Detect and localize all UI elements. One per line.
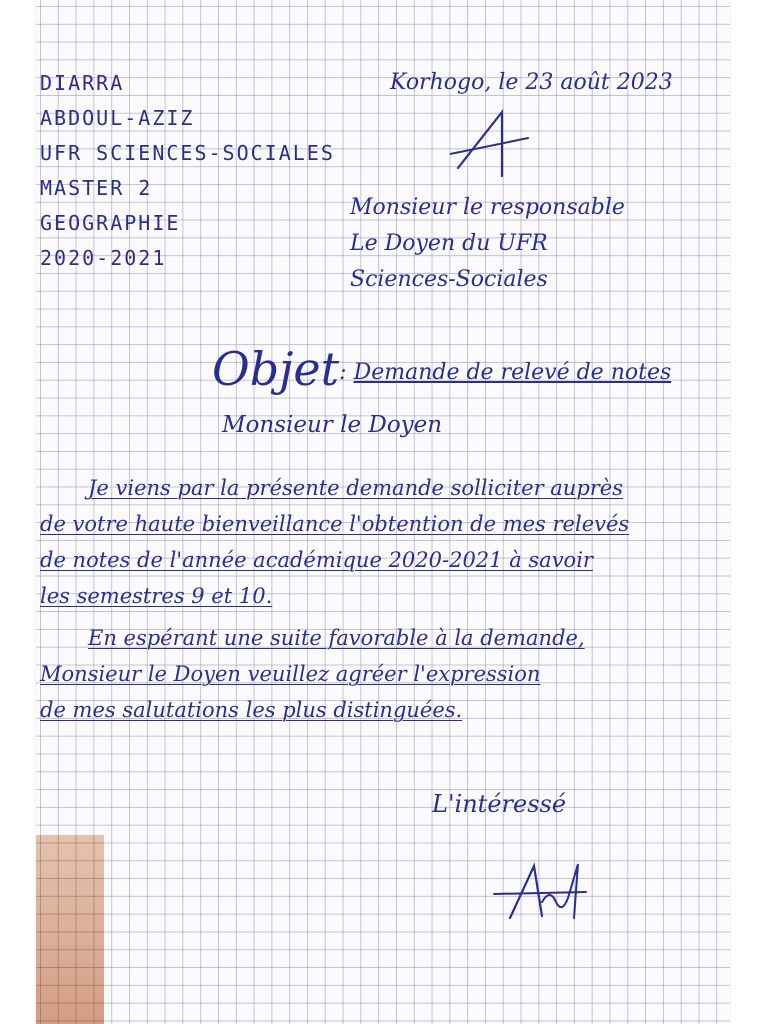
sender-line: DIARRA — [40, 71, 125, 95]
paper-stain — [36, 835, 104, 1024]
sender-line: UFR SCIENCES-SOCIALES — [40, 141, 335, 165]
recipient-line: Monsieur le responsable — [350, 195, 625, 220]
signature — [490, 858, 600, 928]
closing-text: L'intéressé — [432, 790, 567, 818]
letter-date: Korhogo, le 23 août 2023 — [390, 70, 673, 95]
recipient-line: Le Doyen du UFR — [350, 231, 548, 256]
subject-separator: : — [339, 360, 347, 385]
subject-line — [212, 342, 671, 396]
body-line: de notes de l'année académique 2020-2021 à savoir — [40, 548, 593, 572]
subject-label: Objet — [212, 342, 340, 396]
sender-line: ABDOUL-AZIZ — [40, 106, 195, 130]
recipient-block — [350, 190, 625, 298]
sender-line: GEOGRAPHIE — [40, 211, 181, 235]
sender-line: 2020-2021 — [40, 246, 167, 270]
body-line: de votre haute bienveillance l'obtention de mes relevés — [40, 512, 630, 536]
subject-text: Demande de relevé de notes — [353, 360, 672, 385]
sender-line: MASTER 2 — [40, 176, 153, 200]
body-paragraph-2 — [40, 620, 730, 728]
salutation: Monsieur le Doyen — [222, 412, 443, 438]
sender-block — [40, 66, 335, 276]
recipient-line: Sciences-Sociales — [350, 267, 548, 292]
body-paragraph-1 — [40, 470, 730, 614]
addressee-a-mark — [450, 106, 530, 186]
body-line: Je viens par la présente demande solliciter auprès — [88, 476, 624, 500]
body-line: Monsieur le Doyen veuillez agréer l'expression — [40, 662, 541, 686]
body-line: En espérant une suite favorable à la demande, — [88, 626, 585, 650]
body-line: les semestres 9 et 10. — [40, 584, 273, 608]
body-line: de mes salutations les plus distinguées. — [40, 698, 463, 722]
